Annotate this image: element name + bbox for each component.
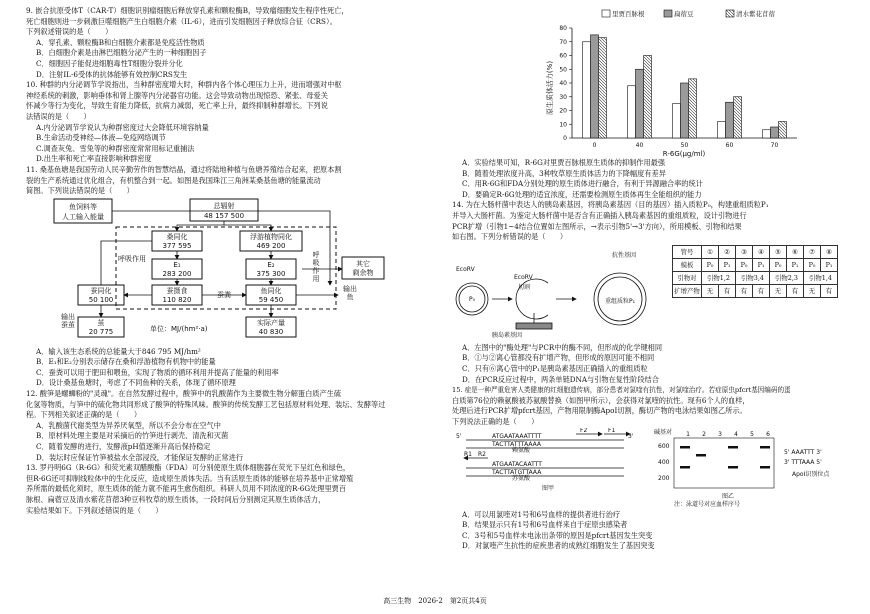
export-fish-1: 输出 (343, 284, 357, 293)
x-tick-label: 0 (592, 142, 597, 149)
pcr-cell: 有 (787, 284, 804, 297)
sequence-figure (452, 428, 652, 492)
q13-stem-1: 13. 罗丹明6G（R-6G）和荧光素双醋酸酯（FDA）可分别使原生质体细胞器在荧光下呈红色和绿色， (26, 463, 351, 473)
y-tick-label: 0 (563, 135, 567, 142)
plasmid-diagram (452, 243, 664, 343)
y-tick-label: 40 (559, 80, 567, 87)
gel-band (680, 446, 690, 449)
gel-band (760, 446, 770, 449)
pcr-cell: 引物2,3 (770, 271, 804, 284)
q15-option-a: A．可以用氯喹对1号和6号血样的提供者进行治疗 (462, 509, 621, 519)
bar (779, 122, 787, 139)
q10-stem-3: 怀减少等行为变化，导致生育能力降低，抗病力减弱，死亡率上升，最终抑制种群增长。下列说 (26, 101, 328, 111)
respiration-right-2: 吸 (312, 258, 320, 267)
pcr-cell: ⑦ (804, 245, 821, 258)
export-cocoon-1: 输出 (61, 312, 75, 321)
q10-stem-1: 10. 种群的内分泌调节学说指出，当种群密度增大时，种群内各个体心理压力上升，进而增强对中枢 (26, 80, 342, 90)
pcr-head-row (673, 245, 838, 258)
q10-stem-2: 神经系统的刺激，影响垂体和肾上腺等内分泌器官功能。这会导致动物出现惊恐、紧张、母爱关 (26, 90, 328, 100)
q13-stem-3: 养所需的最低化须时，原生质体的能力就不能再生愈伤组织。科研人员用不同浓度的R-6G处理里贾百 (26, 484, 347, 494)
e1-value: 283 200 (162, 269, 192, 278)
pcr-cell: P₀ (736, 258, 753, 271)
pcr-cell: P₀ (804, 258, 821, 271)
q11-option-a: A．输入该生态系统的总能量大于846 795 MJ/hm² (36, 346, 201, 356)
pcr-cell: ⑧ (821, 245, 838, 258)
ecorv-mid-label: EcoRV (514, 273, 533, 281)
chart-plot-area (559, 25, 797, 149)
export-cocoon-2: 蚕茧 (61, 320, 75, 329)
y-axis-label: 原生质体活力(%) (546, 60, 554, 116)
unit-label: 单位：MJ/(hm²·a) (150, 324, 208, 333)
q13-stem-4: 脉根、扁蓿豆及清水紫花苜蓿3种豆科牧草的原生质体，一段时间后分别测定其原生质体活力， (26, 495, 326, 504)
energy-flow-diagram (50, 197, 390, 347)
export-fish-2: 鱼 (346, 292, 354, 301)
right-column (452, 6, 852, 552)
resistance-gene-label: 抗性基因 (612, 251, 637, 259)
bar (681, 83, 689, 138)
pcr-cell: 引物1,2 (702, 271, 736, 284)
lane-number: 5 (750, 430, 754, 438)
bar (689, 79, 697, 138)
legend-swatch (602, 10, 610, 17)
pcr-cell: ① (702, 245, 719, 258)
pcr-table (672, 245, 838, 298)
q15-stem-1: 15. 症是一种严重危害人类健康的红细胞遗传病，部分患者对氯喹有抗性，对氯喹治疗。若症原虫pfcrt基因编码的蛋 (452, 386, 791, 395)
lysine-label: 赖氨酸 (512, 446, 531, 454)
mulberry-label: 桑同化 (166, 232, 188, 241)
chart-legend (602, 9, 776, 18)
bp-title: 碱基对 (654, 428, 673, 436)
legend-swatch (726, 10, 734, 17)
bar (763, 130, 771, 138)
pcr-cell: 引物1,4 (804, 271, 838, 284)
q12-option-a: A．乳酸菌代谢类型为异养厌氧型，所以不会分布在空气中 (36, 420, 221, 430)
bp-200: 200 (658, 474, 670, 482)
legend-label: 里贾百脉根 (612, 10, 645, 18)
question-13 (26, 463, 444, 516)
pcr-cell: P₁ (787, 258, 804, 271)
bar (771, 127, 779, 138)
respiration-right-3: 作 (312, 266, 320, 275)
q10-option-b: B.生命活动受神经—体液—免疫网络调节 (36, 133, 166, 143)
silkworm-assim-value: 50 100 (88, 295, 114, 304)
primer-r2-label: R2 (478, 450, 486, 458)
electrophoresis-gel (652, 428, 842, 510)
pcr-cell: 扩增产物 (673, 284, 702, 297)
primer-f2-label: F2 (580, 427, 588, 434)
x-tick-label: 60 (725, 142, 734, 149)
legend-label: 清水紫花苜蓿 (736, 10, 775, 18)
q12-stem-3: 程。下列相关叙述正确的是（ ） (26, 410, 142, 420)
q9-option-d: D．注射IL-6受体的抗体能够有效控制CRS发生 (36, 69, 188, 79)
legend-swatch (664, 10, 672, 17)
plankton-label: 浮游植物同化 (250, 232, 292, 241)
q13-option-b: B．随着处理浓度升高，3种牧草原生质体活力的下降幅度有差异 (462, 168, 666, 178)
lane-number: 3 (718, 430, 722, 438)
q12-option-b: B．原材料处理主要是对采摘后的竹笋进行剥壳、清洗和灭菌 (36, 431, 229, 441)
q9-option-b: B．白细胞介素是由淋巴细胞分泌产生的一种细胞因子 (36, 48, 207, 58)
bar (636, 69, 644, 138)
seq-line-1: ATGAATAAATTTT (492, 432, 542, 440)
pcr-cell: ④ (753, 245, 770, 258)
y-tick-label: 70 (559, 38, 567, 46)
bar (726, 102, 734, 138)
q9-option-a: A．穿孔素、颗粒酶B和白细胞介素都是免疫活性物质 (36, 37, 205, 47)
y-tick-label: 60 (559, 52, 567, 60)
q11-option-d: D．设计桑基鱼塘时，考虑了不同鱼种的关系，体现了循环原理 (36, 378, 236, 388)
fish-assim-label: 鱼同化 (260, 286, 282, 295)
pcr-cell: ③ (736, 245, 753, 258)
q12-option-d: D．装坛时应保证竹笋被盐水全部浸没，才能保证发酵的正常进行 (36, 452, 244, 462)
pcr-cell: 有 (753, 284, 770, 297)
q15-option-c: C．3号和5号血样未电泳出条带的原因是pfcrt基因发生突变 (462, 530, 653, 540)
apoi-site-2: 3' TTTAAA 5' (784, 458, 822, 466)
pcr-cell: ② (719, 245, 736, 258)
silkworm-feed-label: 蚕摄食 (166, 286, 188, 295)
q11-stem-1: 11. 桑基鱼塘是我国劳动人民辛勤劳作的智慧结晶，通过将陆地种植与鱼塘养殖结合起来，把原本割 (26, 164, 342, 174)
respiration-left-label: 呼吸作用 (118, 254, 146, 263)
silkworm-excrement-label: 蚕粪 (217, 290, 231, 299)
q9-stem-1: 9. 嵌合抗原受体T（CAR-T）细胞识别瘤细胞后释放穿孔素和颗粒酶B，导致瘤细胞发生程序性死亡， (26, 6, 349, 15)
cut-label: 切割 (518, 283, 531, 291)
respiration-right-1: 呼 (312, 250, 320, 259)
q13-stem-5: 实验结果如下。下列叙述错误的是（ ） (26, 505, 163, 515)
q14-option-a: A．左图中的"酶处理"与PCR中的酶不同，但形成的化学键相同 (462, 342, 663, 352)
pcr-cell: 有 (719, 284, 736, 297)
y-tick-label: 30 (559, 93, 567, 101)
e2-value: 375 300 (256, 269, 286, 278)
q15-stem-2: 白质第76位的赖氨酸被苏氨酸替换（如图甲所示），会获得对氯喹的抗性。现有6个人的血样， (452, 395, 750, 405)
x-tick-label: 50 (680, 142, 689, 149)
other-residue-label-2: 剩余物 (352, 268, 374, 277)
pcr-cell: 有 (821, 284, 838, 297)
q14-stem-2: 并导入大肠杆菌。为鉴定大肠杆菌中是否含有正确插入胰岛素基因的重组质粒，设计引物进行 (452, 210, 747, 220)
q14-stem-4: 如右图。下列分析错误的是（ ） (452, 232, 568, 242)
pcr-cell: P₁ (753, 258, 770, 271)
bp-400: 400 (658, 458, 670, 466)
q15-option-d: D．对氯喹产生抗性的症疾患者的成熟红细胞发生了基因突变 (462, 541, 655, 551)
question-12 (26, 389, 444, 463)
q15-stem-3: 处理后进行PCR扩增pfcrt基因，产物用限制酶ApoⅠ切割，酶切产物的电泳结果如图乙所示。 (452, 406, 747, 416)
y-tick-label: 80 (559, 25, 567, 32)
question-11 (26, 165, 444, 389)
y-tick-label: 10 (559, 121, 567, 129)
x-tick-label: 70 (770, 142, 779, 149)
strand-end-1: 5' (456, 432, 462, 440)
pcr-primer-row (673, 271, 838, 284)
pcr-cell: P₁ (821, 258, 838, 271)
gel-band (680, 466, 690, 469)
fish-feed-label-1: 鱼饲料等 (69, 202, 97, 211)
fish-output-label: 实际产量 (257, 318, 285, 327)
q13-option-c: C．用R-6G和FDA分别处理的原生质体进行融合，有利于异源融合率的统计 (462, 179, 703, 189)
pcr-cell: 引物3,4 (736, 271, 770, 284)
question-9 (26, 6, 444, 80)
strand-end-2: 3' (628, 432, 634, 440)
question-14 (452, 200, 852, 385)
q11-option-b: B．E₁和E₂分别表示储存在桑和浮游植物有机物中的能量 (36, 357, 216, 367)
bar (644, 56, 652, 139)
cocoon-value: 20 775 (88, 327, 114, 336)
q14-option-b: B．①与②离心管都没有扩增产物，但形成的原因可能不相同 (462, 353, 655, 363)
pcr-cell: 无 (804, 284, 821, 297)
gel-band (728, 466, 738, 469)
q12-stem-2: 化氢等物质，与笋中的硫化物共同形成了酸笋的特殊风味。酸笋的传统发酵工艺包括原材料处理、装坛、发酵等过 (26, 399, 386, 409)
q12-stem-1: 12. 酸笋是螺蛳粉的"灵魂"。在自然发酵过程中，酸笋中的乳酸菌作为主要微生物分解蛋白质产生硫 (26, 389, 342, 399)
q9-stem-2: 死亡细胞则进一步刺激巨噬细胞产生白细胞介素（IL-6），进而引发细胞因子释放综合征（CRS）。 (26, 16, 337, 26)
y-tick-label: 50 (559, 66, 567, 74)
bar (628, 86, 636, 138)
q10-option-c: C.调查灰兔、雪兔等的种群密度常常用标记重捕法 (36, 143, 195, 153)
lane-number: 4 (734, 430, 738, 438)
seq-line-2: TACTTATTTAAAA (492, 440, 542, 448)
question-15 (452, 385, 852, 552)
lane-number: 1 (686, 430, 690, 438)
insulin-gene-label: 胰岛素基因 (492, 331, 523, 339)
q14-option-d: D．在PCR反应过程中，两条单链DNA与引物在复性阶段结合 (462, 374, 659, 384)
x-tick-label: 40 (635, 142, 644, 149)
seq-line-3: ATGAATACAATTT (492, 460, 542, 468)
q10-option-a: A.内分泌调节学说认为种群密度过大会降低环境容纳量 (36, 122, 209, 132)
q13-stem-2: 但R-6G还可抑制线粒体中的生化反应，造成原生质体失活。当有活原生质体的能够在培养基中正常增殖 (26, 473, 354, 483)
fish-assim-value: 59 450 (258, 295, 284, 304)
left-column (26, 6, 444, 516)
ecorv-left-label: EcoRV (456, 265, 475, 273)
primer-f1-label: F1 (608, 427, 616, 434)
pcr-cell: 引物对 (673, 271, 702, 284)
total-radiation-value: 48 157 500 (203, 211, 245, 220)
bar (673, 104, 681, 138)
q11-option-c: C．蚕粪可以用于肥田和喂鱼，实现了物质的循环利用并提高了能量的利用率 (36, 367, 279, 377)
bp-600: 600 (658, 442, 670, 450)
q11-stem-2: 裂的生产系统通过优化组合，有机整合到一起。如图是我国珠江三角洲某桑基鱼塘的能量流动 (26, 175, 321, 185)
cocoon-label: 茧 (97, 318, 105, 327)
q11-stem-3: 简图。下列说法错误的是（ ） (26, 186, 134, 196)
other-residue-label-1: 其它 (356, 259, 370, 268)
q10-option-d: D.出生率和死亡率直接影响种群密度 (36, 154, 152, 164)
bar (734, 97, 742, 138)
pcr-cell: 无 (770, 284, 787, 297)
pcr-cell: P₀ (770, 258, 787, 271)
bar (583, 42, 591, 138)
apoi-site-label: ApoI识别位点 (792, 470, 830, 478)
pcr-cell: P₁ (719, 258, 736, 271)
lane-number: 6 (766, 430, 770, 438)
mulberry-value: 377 595 (162, 241, 192, 250)
lane-number: 2 (702, 430, 706, 438)
apoi-site-1: 5' AAATTT 3' (784, 448, 822, 456)
fish-feed-label-2: 人工输入能量 (62, 212, 104, 221)
gel-band (728, 446, 738, 449)
legend-label: 扁蓿豆 (674, 10, 694, 18)
p0-label: P₀ (468, 295, 476, 303)
y-tick-label: 20 (559, 107, 567, 115)
q15-option-b: B．结果显示只有1号和6号血样来自于症原虫感染者 (462, 520, 628, 530)
q12-option-c: C．随着发酵的进行，发酵液pH值逐渐升高后保持稳定 (36, 442, 211, 452)
pcr-cell: ⑤ (770, 245, 787, 258)
q14-figures (452, 243, 852, 343)
e1-label: E₁ (173, 260, 181, 269)
q13-option-a: A．实验结果可知，R-6G对里贾百脉根原生质体的抑制作用最强 (462, 158, 666, 167)
pcr-cell: 有 (736, 284, 753, 297)
q14-stem-1: 14. 为在大肠杆菌中表达人的胰岛素基因，将胰岛素基因（目的基因）插入质粒P₀，构建重组质粒P₁ (452, 200, 769, 210)
pcr-cell: 模板 (673, 258, 702, 271)
q15-stem-4: 下列说法正确的是（ ） (452, 416, 539, 426)
figure-a-caption: 图甲 (542, 484, 555, 492)
q10-stem-4: 法错误的是（ ） (26, 111, 91, 121)
gel-frame (674, 438, 774, 488)
q9-stem-3: 下列叙述错误的是（ ） (26, 27, 113, 37)
pcr-cell: ⑥ (787, 245, 804, 258)
figure-b-caption: 图乙 (722, 492, 735, 500)
threonine-label: 苏氨酸 (512, 474, 531, 482)
silkworm-assim-label: 蚕同化 (90, 286, 112, 295)
p1-label: 重组质粒P₁ (604, 297, 636, 305)
bar (718, 122, 726, 139)
q13-option-d: D．要确定R-6G处理的适宜浓度，还需要检测原生质体再生全能组织的能力 (462, 189, 702, 199)
pcr-cell: 无 (702, 284, 719, 297)
silkworm-feed-value: 110 820 (162, 295, 192, 304)
page-footer: 高三生物 2026-2 第2页共4页 (383, 597, 487, 605)
e2-label: E₂ (267, 260, 275, 269)
primer-r1-label: R1 (464, 450, 472, 458)
total-radiation-label: 总辐射 (213, 201, 235, 210)
pcr-product-row (673, 284, 838, 297)
gel-band (696, 454, 706, 457)
bar (599, 38, 607, 138)
question-10 (26, 80, 444, 165)
q14-option-c: C．只有⑥离心管中的P₁是胰岛素基因正确插入的重组质粒 (462, 363, 648, 373)
seq-line-4: TACTTATGTTAAA (492, 468, 542, 476)
pcr-template-row (673, 258, 838, 271)
bar (591, 35, 599, 138)
plankton-value: 469 200 (256, 241, 286, 250)
q9-option-c: C．细胞因子能促进细胞毒性T细胞分裂并分化 (36, 58, 183, 68)
gel-caption: 注：泳道号对应血样序号 (674, 500, 741, 508)
viability-bar-chart (452, 6, 852, 158)
x-axis-label: R-6G(μg/ml) (662, 150, 706, 158)
q14-stem-3: PCR扩增（引物1~4结合位置如左图所示，→表示引物5'→3'方向），所用模板、引物和结果 (452, 221, 742, 231)
gel-band (760, 466, 770, 469)
pcr-cell: 管号 (673, 245, 702, 258)
fish-output-value: 40 830 (258, 327, 284, 336)
insulin-gene-fragment (516, 323, 552, 329)
pcr-cell: P₀ (702, 258, 719, 271)
q15-figures (452, 428, 852, 510)
respiration-right-4: 用 (312, 274, 320, 283)
